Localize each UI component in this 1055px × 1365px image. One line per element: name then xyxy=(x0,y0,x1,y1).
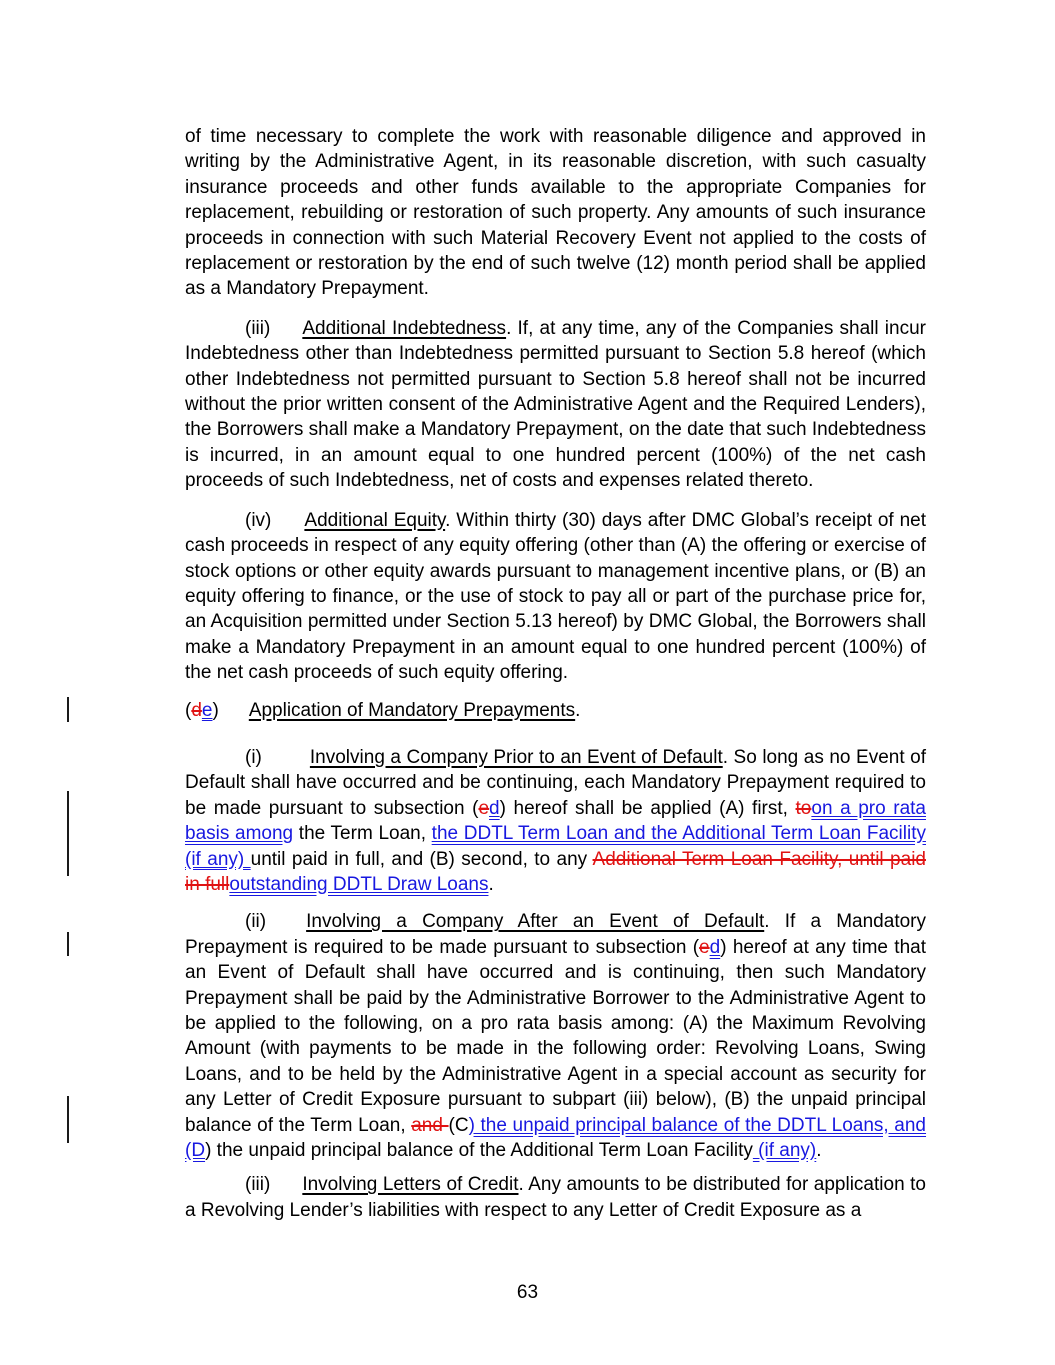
text-run: (iii) xyxy=(245,1174,271,1196)
text-run: until paid in full, and (B) second, to any xyxy=(250,848,593,870)
inserted-text-run: outstanding DDTL Draw Loans xyxy=(229,873,489,895)
paragraph-iii-additional-indebtedness xyxy=(185,316,926,494)
text-run: ) hereof at any time that an Event of Default shall have occurred and is continuing, then such Mandatory Prepayment shall be paid by the Administrative Borrower to the Administrative Agent to be applied to the following, on a pro rata basis among: (A) the Maximum Revolving Amount (with payments to be made in the following order: Revolving Loans, Swing Loans, and to be held by the Administrative Agent in a special account as security for any Letter of Credit Exposure pursuant to subpart (iii) below), (B) the unpaid principal balance of the Term Loan, xyxy=(185,936,926,1136)
text-run: ( xyxy=(185,699,192,721)
text-run: ) xyxy=(212,699,219,721)
paragraph-iv-additional-equity xyxy=(185,508,926,686)
text-run: . xyxy=(488,873,494,895)
revision-change-bar xyxy=(67,932,69,956)
text-run: ) the unpaid principal balance of the Additional Term Loan Facility xyxy=(205,1140,753,1162)
underlined-heading-run: Application of Mandatory Prepayments xyxy=(248,699,576,721)
text-run: ) hereof shall be applied (A) first, xyxy=(499,797,796,819)
revision-change-bar xyxy=(67,697,69,722)
text-run: . xyxy=(816,1140,822,1162)
text-run: . xyxy=(575,699,581,721)
underlined-heading-run: Involving Letters of Credit xyxy=(302,1174,519,1196)
deleted-text-run: and xyxy=(411,1114,449,1136)
revision-change-bar xyxy=(67,1096,69,1143)
underlined-heading-run: Involving a Company Prior to an Event of Default xyxy=(309,746,723,768)
text-run: (C xyxy=(448,1114,469,1136)
text-run: (ii) xyxy=(245,911,267,933)
underlined-heading-run: Involving a Company After an Event of Default xyxy=(306,911,765,933)
deleted-text-run: to xyxy=(795,797,812,819)
heading-application-of-mandatory-prepayments xyxy=(185,698,926,723)
text-run: . Any amounts to be distributed for application to a Revolving Lender’s liabilities with respect to any Letter of Credit Exposure as a xyxy=(185,1174,926,1221)
inserted-text-run: the DDTL Term Loan and the Additional Term Loan Facility (if any) xyxy=(185,823,926,870)
paragraph-iii-involving-letters-of-credit xyxy=(185,1172,926,1223)
inserted-text-run: ) the unpaid principal balance of the DDTL Loans, and (D xyxy=(185,1114,927,1162)
text-run: of time necessary to complete the work with reasonable diligence and approved in writing by the Administrative Agent, in its reasonable discretion, with such casualty insurance proceeds and other funds available to the appropriate Companies for replacement, rebuilding or restoration of such property. Any amounts of such insurance proceeds in connection with such Material Recovery Event not applied to the costs of replacement or restoration by the end of such twelve (12) month period shall be applied as a Mandatory Prepayment. xyxy=(185,126,926,300)
inserted-text-run: (if any) xyxy=(752,1140,817,1162)
deleted-text-run: e xyxy=(478,797,490,819)
text-run: the Term Loan, xyxy=(293,823,432,845)
inserted-text-run: d xyxy=(489,797,500,819)
text-run: . If a Mandatory Prepayment is required to be made pursuant to subsection ( xyxy=(185,911,926,958)
text-run: . So long as no Event of Default shall have occurred and be continuing, each Mandatory Prepayment required to be made pursuant to subsection ( xyxy=(185,746,926,819)
text-run: (iv) xyxy=(245,509,272,531)
deleted-text-run: d xyxy=(191,699,202,721)
paragraph-continuation-insurance-proceeds xyxy=(185,124,926,302)
inserted-text-run: on a pro rata basis among xyxy=(185,797,926,845)
page-number: 63 xyxy=(516,1282,539,1303)
underlined-heading-run: Additional Equity xyxy=(304,509,446,531)
text-run: . Within thirty (30) days after DMC Global’s receipt of net cash proceeds in respect of any equity offering (other than (A) the offering or exercise of stock options or other equity awards pursuant to management incentive plans, or (B) an equity offering to finance, or the use of stock to pay all or part of the purchase price for, an Acquisition permitted under Section 5.13 hereof) by DMC Global, the Borrowers shall make a Mandatory Prepayment in an amount equal to one hundred percent (100%) of the net cash proceeds of such equity offering. xyxy=(185,509,926,684)
text-run: (i) xyxy=(245,746,262,768)
revision-change-bar xyxy=(67,791,69,876)
paragraph-ii-after-event-of-default xyxy=(185,909,926,1163)
inserted-text-run: e xyxy=(201,699,213,721)
deleted-text-run: Additional Term Loan Facility, until paid in full xyxy=(185,848,926,895)
inserted-text-run: d xyxy=(709,936,721,958)
deleted-text-run: e xyxy=(699,936,710,958)
text-run: (iii) xyxy=(245,317,271,339)
text-run: . If, at any time, any of the Companies shall incur Indebtedness other than Indebtedness permitted pursuant to Section 5.8 hereof (which other Indebtedness not permitted pursuant to Section 5.8 hereof shall not be incurred without the prior written consent of the Administrative Agent and the Required Lenders), the Borrowers shall make a Mandatory Prepayment, on the date that such Indebtedness is incurred, in an amount equal to one hundred percent (100%) of the net cash proceeds of such Indebtedness, net of costs and expenses related thereto. xyxy=(185,317,926,492)
paragraph-i-prior-to-event-of-default xyxy=(185,745,926,897)
underlined-heading-run: Additional Indebtedness xyxy=(302,317,507,339)
document-page-body xyxy=(185,124,926,1223)
